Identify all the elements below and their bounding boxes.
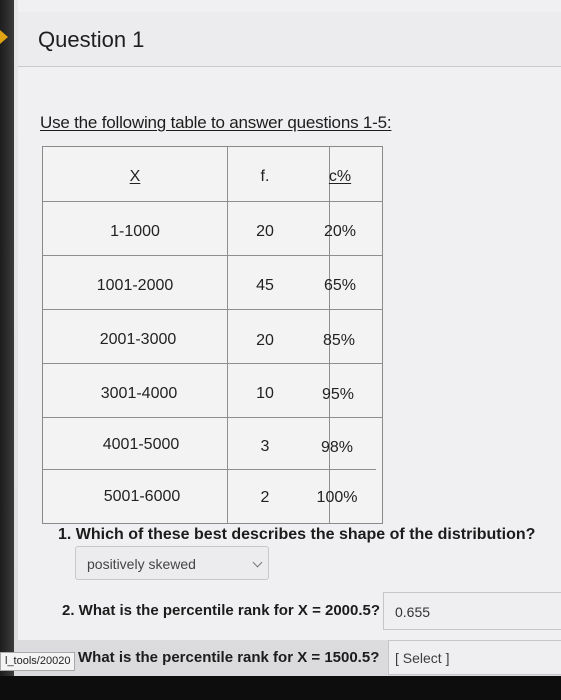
table-cell-f: 2 bbox=[260, 489, 270, 506]
left-edge-shadow bbox=[0, 0, 14, 700]
table-row-divider bbox=[43, 417, 382, 418]
table-cell-f: 20 bbox=[256, 223, 274, 240]
table-cell-x: 2001-3000 bbox=[99, 331, 177, 348]
table-cell-cumulative-percent: 20% bbox=[323, 223, 357, 240]
table-cell-cumulative-percent: 65% bbox=[323, 277, 357, 294]
table-cell-x: 1001-2000 bbox=[96, 277, 174, 294]
table-header-x: X bbox=[129, 168, 141, 185]
status-url-tooltip: l_tools/20020 bbox=[0, 652, 75, 671]
question-title: Question 1 bbox=[38, 27, 145, 52]
table-cell-x: 4001-5000 bbox=[102, 436, 180, 453]
table-row-divider bbox=[43, 309, 382, 310]
table-cell-f: 20 bbox=[256, 332, 274, 349]
percentile-rank-answer-value: 0.655 bbox=[395, 604, 431, 620]
chevron-down-icon bbox=[253, 558, 263, 568]
percentile-rank-select-placeholder: [ Select ] bbox=[395, 650, 450, 666]
table-row-divider bbox=[43, 255, 382, 256]
question-2-text: 2. What is the percentile rank for X = 2000.5? bbox=[62, 602, 381, 619]
table-header-cumulative-percent: c% bbox=[328, 168, 352, 185]
table-cell-cumulative-percent: 98% bbox=[320, 439, 354, 456]
bottom-dark-edge bbox=[0, 676, 561, 700]
percentile-rank-select[interactable] bbox=[388, 640, 561, 675]
table-header-f: f. bbox=[260, 168, 270, 185]
current-question-arrow-icon bbox=[0, 30, 8, 44]
table-cell-cumulative-percent: 95% bbox=[321, 386, 355, 403]
table-instruction: Use the following table to answer questions 1-5: bbox=[40, 113, 392, 132]
table-row-divider bbox=[43, 201, 382, 202]
table-cell-f: 3 bbox=[260, 438, 270, 455]
table-cell-x: 3001-4000 bbox=[100, 385, 178, 402]
distribution-shape-selected-value: positively skewed bbox=[87, 556, 196, 572]
percentile-rank-answer-field[interactable] bbox=[383, 592, 561, 630]
table-cell-f: 45 bbox=[256, 277, 274, 294]
table-cell-f: 10 bbox=[256, 385, 274, 402]
question-3-text: What is the percentile rank for X = 1500.5? bbox=[78, 649, 380, 666]
frequency-table bbox=[42, 146, 383, 524]
question-1-text: 1. Which of these best describes the shape of the distribution? bbox=[58, 526, 536, 543]
table-cell-x: 5001-6000 bbox=[103, 488, 181, 505]
table-column-divider bbox=[227, 147, 228, 523]
table-row-divider bbox=[43, 469, 376, 470]
table-cell-cumulative-percent: 100% bbox=[316, 489, 358, 506]
table-cell-cumulative-percent: 85% bbox=[322, 332, 356, 349]
distribution-shape-select[interactable] bbox=[75, 546, 269, 580]
table-cell-x: 1-1000 bbox=[110, 223, 160, 240]
table-row-divider bbox=[43, 363, 382, 364]
